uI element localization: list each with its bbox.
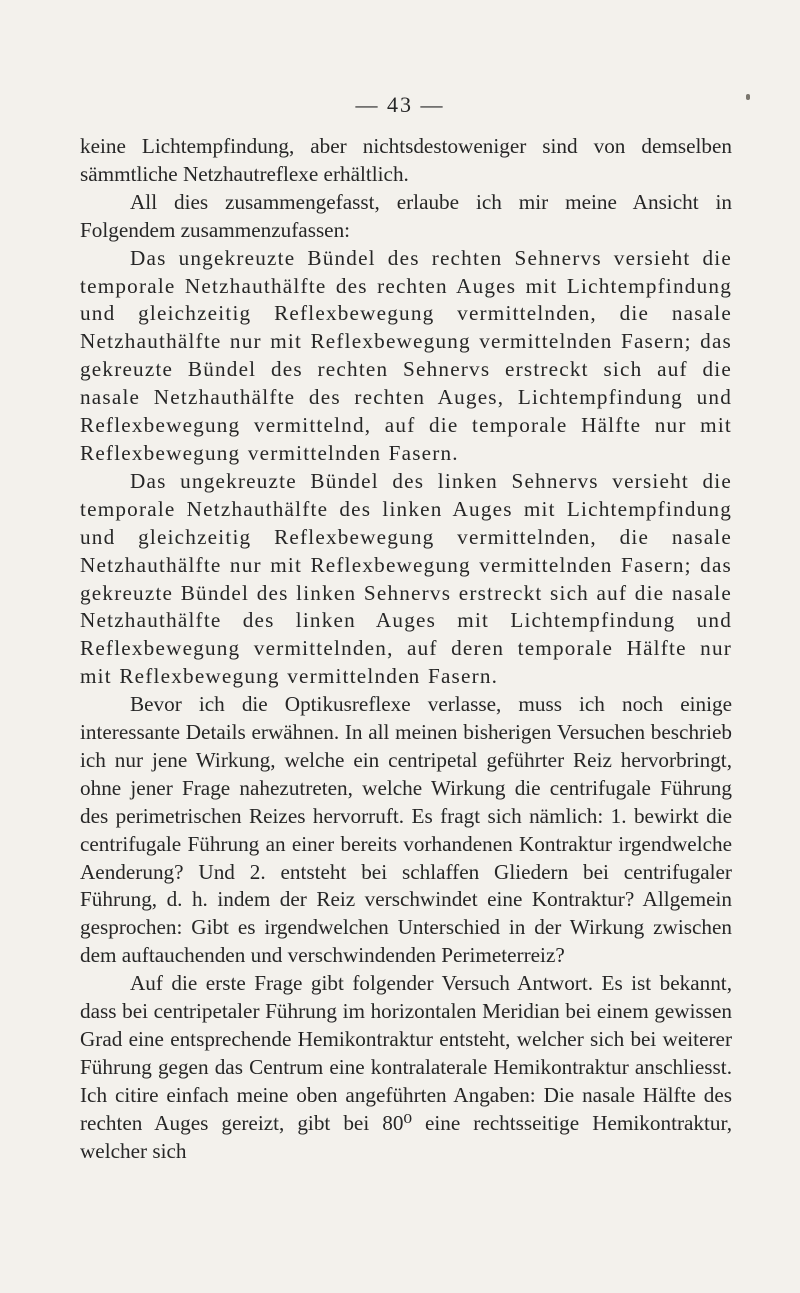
body-text	[80, 133, 732, 1166]
paragraph-optic-reflex-details: Bevor ich die Optikusreflexe verlasse, muss ich noch einige interessante Details erwähnen. In all meinen bisherigen Versuchen beschrieb ich nur jene Wirkung, welche ein centripetal geführter Reiz hervorbringt, ohne jener Frage nahezutreten, welche Wirkung die centrifugale Führung des perimetrischen Reizes hervorruft. Es fragt sich nämlich: 1. bewirkt die centrifugale Führung an einer bereits vorhandenen Kontraktur irgendwelche Aenderung? Und 2. entsteht bei schlaffen Gliedern bei centrifugaler Führung, d. h. indem der Reiz verschwindet eine Kontraktur? Allgemein gesprochen: Gibt es irgendwelchen Unterschied in der Wirkung zwischen dem auftauchenden und verschwindenden Perimeterreiz?	[80, 692, 732, 968]
paragraph-right-optic-nerve: Das ungekreuzte Bündel des rechten Sehnervs versieht die temporale Netzhauthälfte des rechten Auges mit Lichtempfindung und gleichzeitig Reflexbewegung vermittelnden, die nasale Netzhauthälfte nur mit Reflexbewegung vermittelnden Fasern; das gekreuzte Bündel des rechten Sehnervs erstreckt sich auf die nasale Netzhauthälfte des rechten Auges, Lichtempfindung und Reflexbewegung vermittelnd, auf die temporale Hälfte nur mit Reflexbewegung vermittelnden Fasern.	[80, 245, 732, 465]
paragraph-left-optic-nerve: Das ungekreuzte Bündel des linken Sehnervs versieht die temporale Netzhauthälfte des linken Auges mit Lichtempfindung und gleichzeitig Reflexbewegung vermittelnden, die nasale Netzhauthälfte nur mit Reflexbewegung vermittelnden Fasern; das gekreuzte Bündel des linken Sehnervs erstreckt sich auf die nasale Netzhauthälfte des linken Auges mit Lichtempfindung und Reflexbewegung vermittelnden, auf deren temporale Hälfte nur mit Reflexbewegung vermittelnden Fasern.	[80, 468, 732, 689]
paragraph-summary-intro: All dies zusammengefasst, erlaube ich mir meine Ansicht in Folgendem zusammenzufassen:	[80, 189, 732, 242]
page-number: — 43 —	[355, 92, 445, 117]
paragraph-continuation: keine Lichtempfindung, aber nichtsdestoweniger sind von demselben sämmtliche Netzhautreflexe erhältlich.	[80, 134, 732, 186]
paragraph-first-question: Auf die erste Frage gibt folgender Versuch Antwort. Es ist bekannt, dass bei centripetaler Führung im horizontalen Meridian bei einem gewissen Grad eine entsprechende Hemikontraktur entsteht, welcher sich bei weiterer Führung gegen das Centrum eine kontralaterale Hemikontraktur anschliesst. Ich citire einfach meine oben angeführten Angaben: Die nasale Hälfte des rechten Auges gereizt, gibt bei 80⁰ eine rechtsseitige Hemikontraktur, welcher sich	[80, 971, 732, 1163]
